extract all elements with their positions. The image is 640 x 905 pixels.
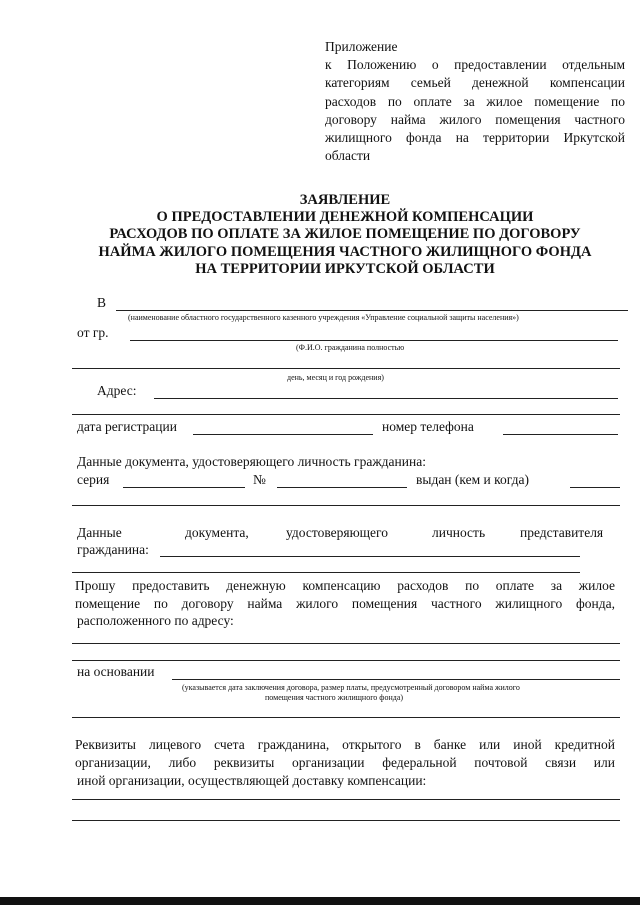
appendix-line: расходов по оплате за жилое помещение по: [325, 93, 625, 109]
bank-field-line[interactable]: [72, 799, 620, 800]
rep-word: документа,: [185, 525, 249, 540]
appendix-line: договору найма жилого помещения частного: [325, 111, 625, 127]
request-text-line: расположенного по адресу:: [77, 613, 234, 628]
document-title-line: РАСХОДОВ ПО ОПЛАТЕ ЗА ЖИЛОЕ ПОМЕЩЕНИЕ ПО ДОГОВОРУ: [109, 226, 581, 242]
address-label: Адрес:: [97, 383, 137, 398]
number-label: №: [253, 472, 266, 487]
document-title-line: НА ТЕРРИТОРИИ ИРКУТСКОЙ ОБЛАСТИ: [195, 261, 495, 277]
rep-line2-label: гражданина:: [77, 542, 149, 557]
address-field-line[interactable]: [154, 398, 618, 399]
fio-field-line[interactable]: [130, 340, 618, 341]
to-label: В: [97, 295, 107, 310]
basis-field-line[interactable]: [172, 679, 620, 680]
rep-word: Данные: [77, 525, 122, 540]
rep-field-line-2[interactable]: [72, 572, 580, 573]
document-title: ЗАЯВЛЕНИЕ: [299, 192, 391, 208]
from-label: от гр.: [77, 325, 109, 340]
phone-label: номер телефона: [382, 419, 474, 434]
issued-label: выдан (кем и когда): [416, 472, 529, 487]
series-field-line[interactable]: [123, 487, 245, 488]
rep-word: удостоверяющего: [286, 525, 388, 540]
scan-edge: [0, 897, 640, 905]
issued-field-line-2[interactable]: [72, 505, 620, 506]
basis-field-line-2[interactable]: [72, 717, 620, 718]
object-address-line[interactable]: [72, 643, 620, 644]
rep-word: личность: [432, 525, 486, 540]
appendix-line: жилищного фонда на территории Иркутской: [325, 129, 625, 145]
appendix-line: области: [325, 148, 371, 164]
document-title-line: О ПРЕДОСТАВЛЕНИИ ДЕНЕЖНОЙ КОМПЕНСАЦИИ: [156, 209, 534, 225]
bank-text-line: Реквизиты лицевого счета гражданина, открытого в банке или иной кредитной: [75, 737, 615, 752]
fio-hint: (Ф.И.О. гражданина полностью: [296, 343, 405, 352]
reg-date-field-line[interactable]: [193, 434, 373, 435]
to-hint: (наименование областного государственного казенного учреждения «Управление социальной защиты населения»): [128, 313, 519, 322]
appendix-line: Приложение: [325, 39, 398, 54]
rep-field-line[interactable]: [160, 556, 580, 557]
address-field-line-2[interactable]: [72, 414, 620, 415]
appendix-block: [325, 38, 625, 165]
phone-field-line[interactable]: [503, 434, 618, 435]
bank-text-line: организации, либо реквизиты организации федеральной почтовой связи или: [75, 755, 615, 770]
birth-hint: день, месяц и год рождения): [287, 373, 384, 382]
appendix-line: к Положению о предоставлении отдельным: [325, 57, 625, 73]
object-address-line-2[interactable]: [72, 660, 620, 661]
request-text-line: помещение по договору найма жилого помещения частного жилищного фонда,: [75, 596, 615, 611]
bank-field-line-2[interactable]: [72, 820, 620, 821]
number-field-line[interactable]: [277, 487, 407, 488]
basis-hint: помещения частного жилищного фонда): [265, 693, 404, 702]
reg-date-label: дата регистрации: [77, 419, 177, 434]
basis-label: на основании: [77, 664, 155, 679]
id-doc-label: Данные документа, удостоверяющего личность гражданина:: [77, 454, 426, 469]
series-label: серия: [77, 472, 110, 487]
birth-field-line[interactable]: [72, 368, 620, 369]
rep-word: представителя: [520, 525, 604, 540]
issued-field-line[interactable]: [570, 487, 620, 488]
appendix-line: категориям семьей денежной компенсации: [325, 75, 625, 91]
document-title-line: НАЙМА ЖИЛОГО ПОМЕЩЕНИЯ ЧАСТНОГО ЖИЛИЩНОГО ФОНДА: [98, 244, 592, 260]
request-text-line: Прошу предоставить денежную компенсацию расходов по оплате за жилое: [75, 578, 615, 593]
to-field-line[interactable]: [116, 310, 628, 311]
bank-text-line: иной организации, осуществляющей доставку компенсации:: [77, 773, 427, 788]
basis-hint: (указывается дата заключения договора, размер платы, предусмотренный договором найма жилого: [182, 683, 520, 692]
